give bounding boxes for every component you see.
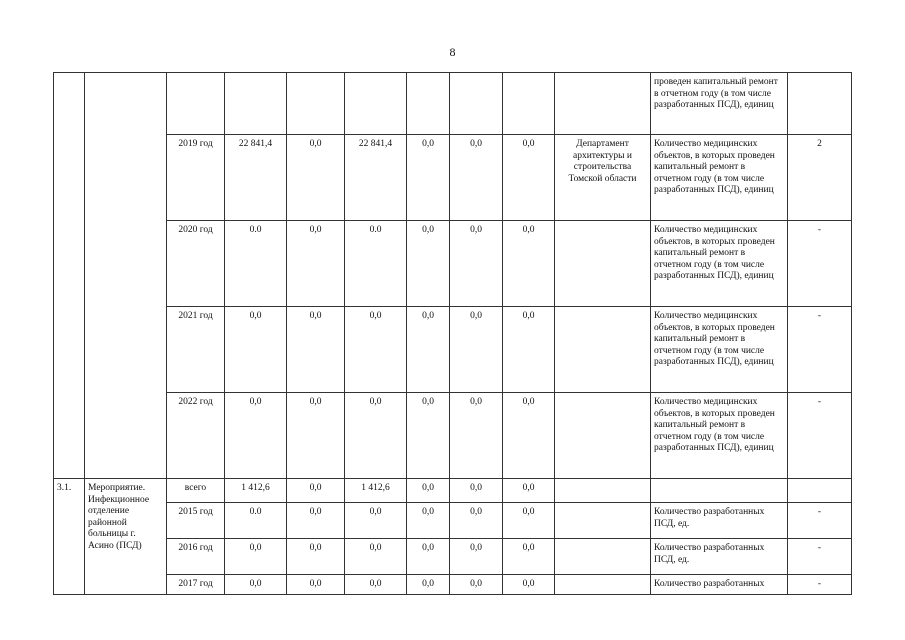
other-cell: 0,0 <box>450 307 503 393</box>
indicator-value-cell: - <box>788 503 852 539</box>
regional-cell: 22 841,4 <box>345 135 407 221</box>
extra-cell: 0,0 <box>503 479 555 503</box>
regional-cell: 0,0 <box>345 393 407 479</box>
table-row <box>54 393 852 479</box>
year-cell: 2015 год <box>167 503 225 539</box>
indicator-cell: Количество медицинских объектов, в которых проведен капитальный ремонт в отчетном году (в том числе разработанных ПСД), единиц <box>651 393 788 479</box>
other-cell: 0,0 <box>450 539 503 575</box>
year-cell: 2016 год <box>167 539 225 575</box>
local-cell: 0,0 <box>407 539 450 575</box>
total-cell: 22 841,4 <box>225 135 287 221</box>
regional-cell: 0,0 <box>345 503 407 539</box>
extra-cell: 0,0 <box>503 503 555 539</box>
federal-cell: 0,0 <box>287 393 345 479</box>
local-cell: 0,0 <box>407 393 450 479</box>
indicator-value-cell: - <box>788 393 852 479</box>
table-row <box>54 479 852 503</box>
total-cell: 0,0 <box>225 393 287 479</box>
section-number: 3.1. <box>54 479 85 595</box>
federal-cell: 0,0 <box>287 479 345 503</box>
year-cell: 2021 год <box>167 307 225 393</box>
indicator-value-cell: - <box>788 539 852 575</box>
regional-cell: 1 412,6 <box>345 479 407 503</box>
regional-cell: 0,0 <box>345 539 407 575</box>
other-cell: 0,0 <box>450 575 503 595</box>
table-row <box>54 575 852 595</box>
table-row <box>54 135 852 221</box>
table-row <box>54 503 852 539</box>
page-number: 8 <box>449 45 456 59</box>
year-cell: 2017 год <box>167 575 225 595</box>
extra-cell: 0,0 <box>503 221 555 307</box>
department-cell: Департамент архитектуры и строительства Томской области <box>555 135 651 221</box>
other-cell: 0,0 <box>450 221 503 307</box>
other-cell: 0,0 <box>450 503 503 539</box>
regional-cell: 0.0 <box>345 221 407 307</box>
total-cell: 1 412,6 <box>225 479 287 503</box>
table-row <box>54 307 852 393</box>
total-cell: 0,0 <box>225 539 287 575</box>
local-cell: 0,0 <box>407 575 450 595</box>
other-cell: 0,0 <box>450 393 503 479</box>
total-cell: 0,0 <box>225 575 287 595</box>
extra-cell: 0,0 <box>503 135 555 221</box>
extra-cell: 0,0 <box>503 307 555 393</box>
local-cell: 0,0 <box>407 307 450 393</box>
indicator-value-cell: - <box>788 575 852 595</box>
table-row <box>54 539 852 575</box>
indicator-cell: Количество разработанных <box>651 575 788 595</box>
extra-cell: 0,0 <box>503 393 555 479</box>
federal-cell: 0,0 <box>287 575 345 595</box>
table-row <box>54 221 852 307</box>
other-cell: 0,0 <box>450 135 503 221</box>
local-cell: 0,0 <box>407 135 450 221</box>
section-title: Мероприятие. Инфекционное отделение районной больницы г. Асино (ПСД) <box>85 479 167 595</box>
indicator-cell: Количество разработанных ПСД, ед. <box>651 539 788 575</box>
local-cell: 0,0 <box>407 503 450 539</box>
year-cell: всего <box>167 479 225 503</box>
indicator-value-cell: 2 <box>788 135 852 221</box>
federal-cell: 0,0 <box>287 135 345 221</box>
table-row <box>54 73 852 135</box>
indicator-cell: Количество разработанных ПСД, ед. <box>651 503 788 539</box>
other-cell: 0,0 <box>450 479 503 503</box>
year-cell: 2022 год <box>167 393 225 479</box>
federal-cell: 0,0 <box>287 539 345 575</box>
year-cell: 2020 год <box>167 221 225 307</box>
indicator-cell: проведен капитальный ремонт в отчетном году (в том числе разработанных ПСД), единиц <box>651 73 788 135</box>
extra-cell: 0,0 <box>503 539 555 575</box>
year-cell: 2019 год <box>167 135 225 221</box>
total-cell: 0.0 <box>225 503 287 539</box>
federal-cell: 0,0 <box>287 221 345 307</box>
indicator-value-cell: - <box>788 221 852 307</box>
indicator-value-cell: - <box>788 307 852 393</box>
local-cell: 0,0 <box>407 479 450 503</box>
federal-cell: 0,0 <box>287 307 345 393</box>
section-title-cell-prev <box>85 73 167 479</box>
indicator-cell: Количество медицинских объектов, в которых проведен капитальный ремонт в отчетном году (в том числе разработанных ПСД), единиц <box>651 307 788 393</box>
total-cell: 0.0 <box>225 221 287 307</box>
local-cell: 0,0 <box>407 221 450 307</box>
total-cell: 0,0 <box>225 307 287 393</box>
regional-cell: 0,0 <box>345 575 407 595</box>
regional-cell: 0,0 <box>345 307 407 393</box>
section-number-cell-prev <box>54 73 85 479</box>
indicator-cell: Количество медицинских объектов, в которых проведен капитальный ремонт в отчетном году (в том числе разработанных ПСД), единиц <box>651 221 788 307</box>
extra-cell: 0,0 <box>503 575 555 595</box>
indicator-cell: Количество медицинских объектов, в которых проведен капитальный ремонт в отчетном году (в том числе разработанных ПСД), единиц <box>651 135 788 221</box>
federal-cell: 0,0 <box>287 503 345 539</box>
budget-table <box>53 72 852 595</box>
